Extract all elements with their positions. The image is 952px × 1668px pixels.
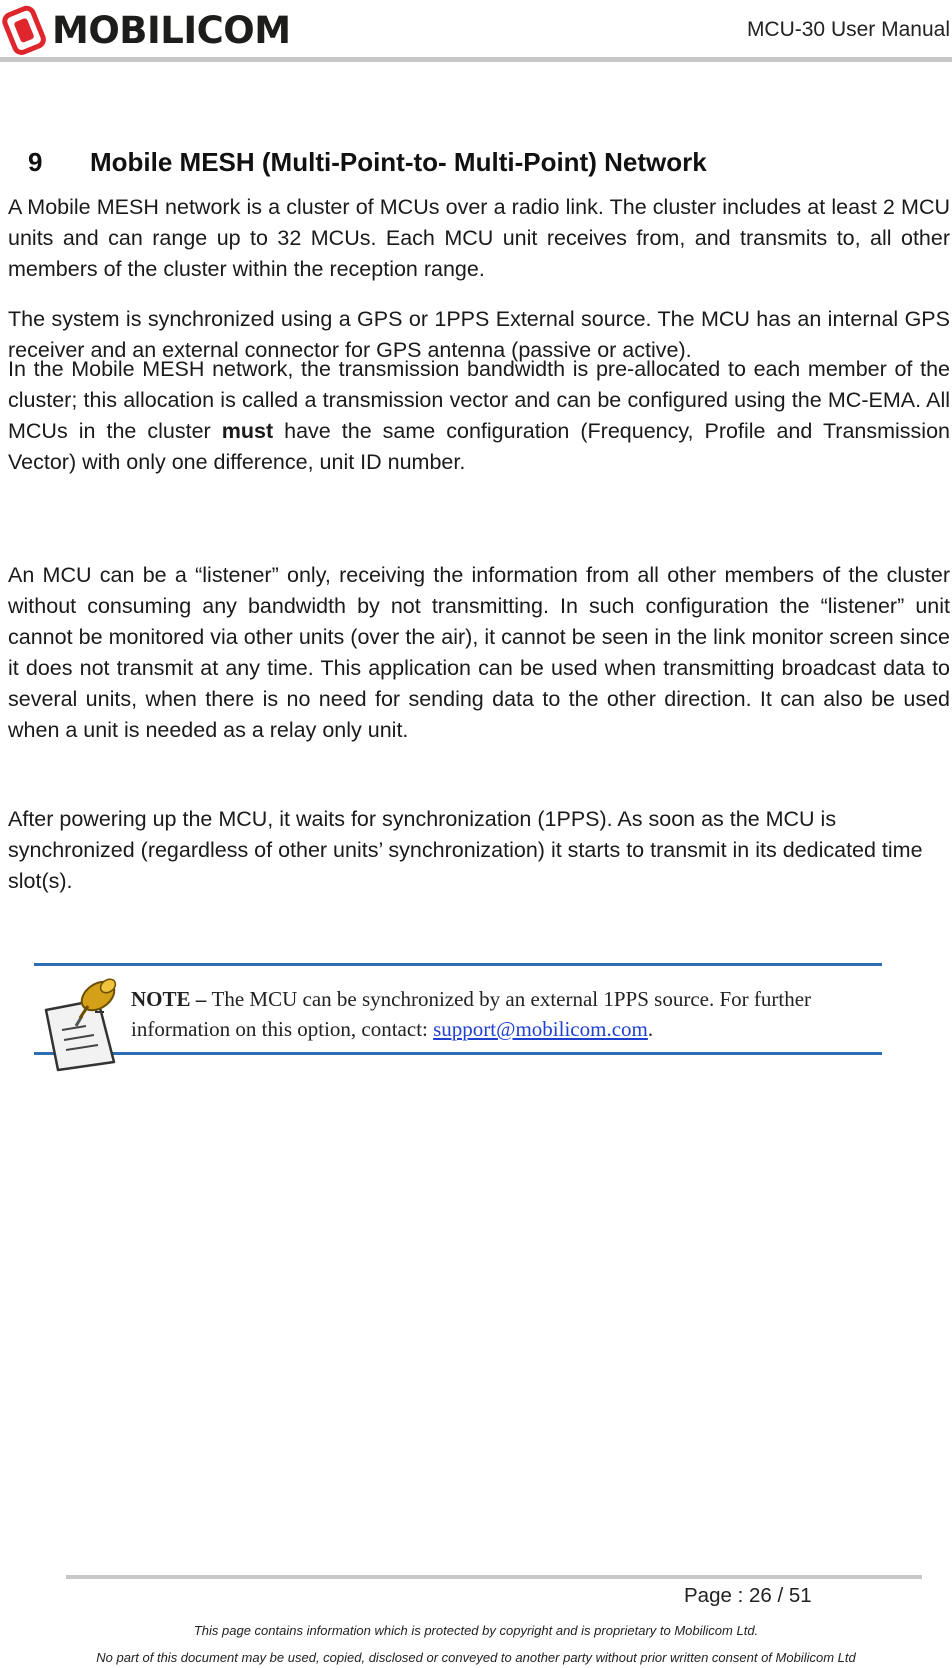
paragraph-bandwidth-part2: have the same configuration (Frequency, Profile and Transmission Vector) with only one difference, unit ID number. — [8, 419, 951, 474]
note-text — [131, 984, 881, 1044]
page-number: Page : 26 / 51 — [684, 1584, 812, 1607]
paragraph-bandwidth-part1: In the Mobile MESH network, the transmission bandwidth is pre-allocated to each member of the cluster; this allocation is called a transmission vector and can be configured using the MC-EMA. All MCUs in the cluster — [8, 357, 950, 443]
manual-title: MCU-30 User Manual — [746, 18, 950, 41]
company-logo — [2, 2, 291, 58]
paragraph-bandwidth — [8, 354, 950, 478]
section-number: 9 — [28, 147, 43, 177]
mobilicom-logo-icon — [2, 4, 48, 56]
note-body: The MCU can be synchronized by an external 1PPS source. For further information on this option, contact: — [131, 987, 812, 1041]
logo-text: MOBILICOM — [52, 8, 291, 52]
note-pin-icon — [36, 970, 130, 1072]
section-title: Mobile MESH (Multi-Point-to- Multi-Point) Network — [90, 147, 707, 177]
emphasis-must: must — [221, 419, 274, 443]
paragraph-mesh-intro: A Mobile MESH network is a cluster of MCUs over a radio link. The cluster includes at least 2 MCU units and can range up to 32 MCUs. Each MCU unit receives from, and transmits to, all other members of the cluster within the reception range. — [8, 195, 950, 281]
note-box — [34, 963, 882, 1055]
section-heading — [28, 147, 707, 178]
confidentiality-notice: No part of this document may be used, copied, disclosed or conveyed to another party without prior written consent of Mobilicom Ltd — [96, 1650, 856, 1665]
header-divider — [0, 57, 952, 62]
copyright-notice: This page contains information which is protected by copyright and is proprietary to Mobilicom Ltd. — [193, 1623, 759, 1638]
paragraph-sync: The system is synchronized using a GPS or 1PPS External source. The MCU has an internal GPS receiver and an external connector for GPS antenna (passive or active). — [8, 307, 950, 362]
note-end: . — [647, 1017, 654, 1041]
footer-divider — [66, 1575, 922, 1579]
paragraph-listener: An MCU can be a “listener” only, receiving the information from all other members of the cluster without consuming any bandwidth by not transmitting. In such configuration the “listener” unit cannot be monitored via other units (over the air), it cannot be seen in the link monitor screen since it does not transmit at any time. This application can be used when transmitting broadcast data to several units, when there is no need for sending data to the other direction. It can also be used when a unit is needed as a relay only unit. — [8, 563, 950, 742]
paragraph-power-up: After powering up the MCU, it waits for synchronization (1PPS). As soon as the MCU is synchronized (regardless of other units’ synchronization) it starts to transmit in its dedicated time slot(s). — [8, 807, 923, 893]
page-header — [0, 0, 952, 64]
note-lead: NOTE – — [131, 987, 212, 1011]
support-email-link[interactable]: support@mobilicom.com — [433, 1017, 648, 1041]
